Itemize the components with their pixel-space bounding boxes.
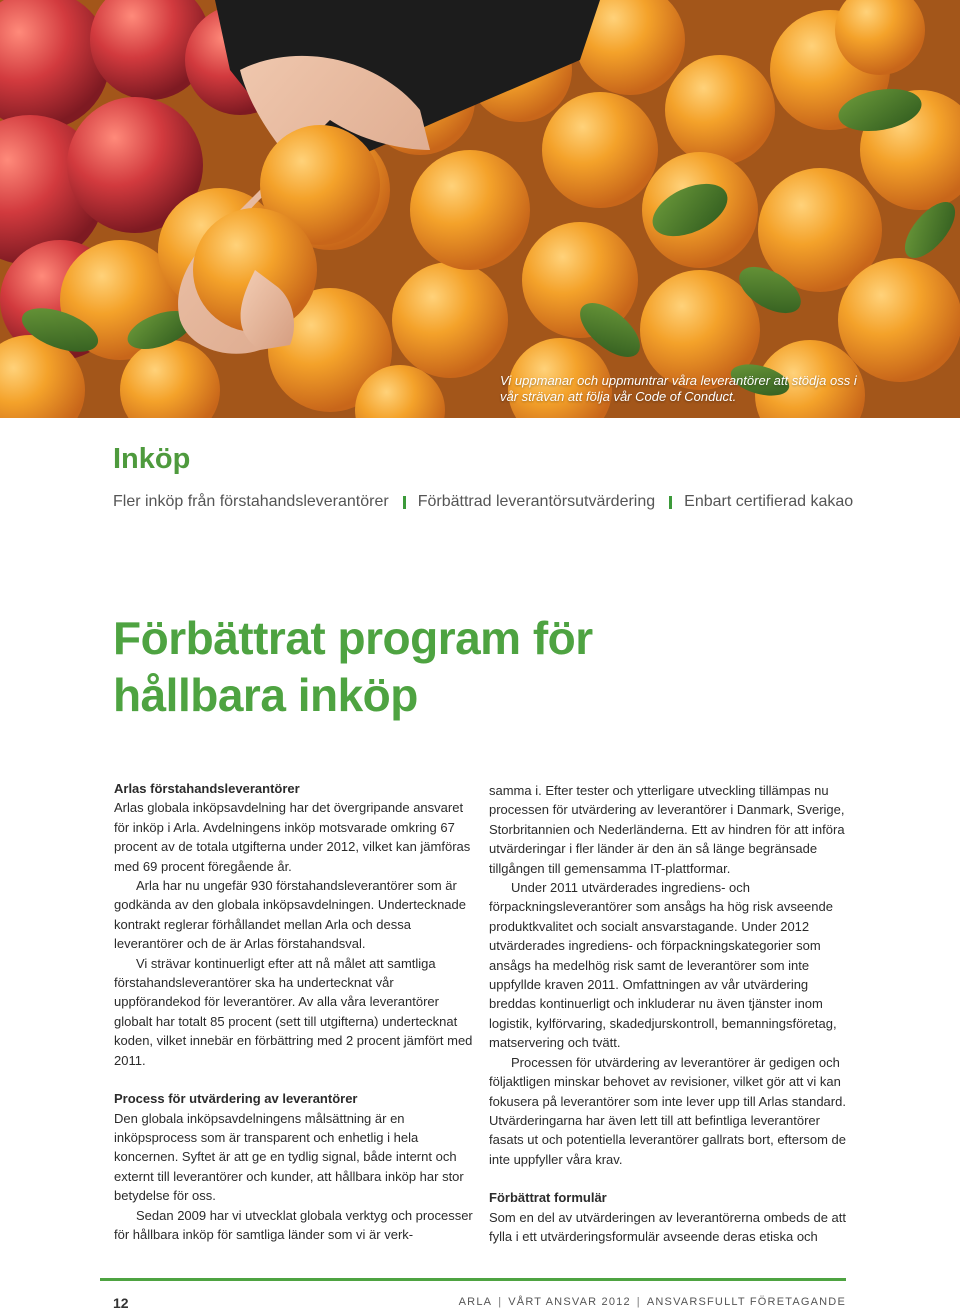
paragraph: Vi strävar kontinuerligt efter att nå målet att samtliga förstahandsleverantörer ska ha undertecknat vår uppförandekod för leverantörer. Av alla våra leverantörer globalt har totalt 85 procent (sett till utgifterna) undertecknat koden, vilket innebär en förbättring med 2 procent jämfört med 2011. (114, 955, 473, 1068)
subtopic-item: Enbart certifierad kakao (684, 493, 854, 510)
left-column (114, 779, 474, 1244)
subtopic-list (113, 491, 853, 513)
page-headline (113, 610, 593, 724)
subtopic-item: Förbättrad leverantörsutvärdering (417, 493, 656, 510)
paragraph: Arlas globala inköpsavdelning har det övergripande ansvaret för inköp i Arla. Avdelningens inköp motsvarade omkring 67 procent av de totala utgifterna under 2012, vilket kan jämföras med 69 procent föregående år. (114, 800, 471, 874)
paragraph: Som en del av utvärderingen av leverantörerna ombeds de att fylla i ett utvärderingsformulär avseende deras etiska och (489, 1209, 846, 1244)
hero-photo (0, 0, 960, 418)
subtopic-item: Fler inköp från förstahandsleverantörer (113, 493, 389, 510)
subheading: Process för utvärdering av leverantörer (114, 1091, 358, 1107)
footer-rule (100, 1278, 846, 1281)
footer-divider: | (498, 1296, 503, 1308)
separator-bar (403, 496, 406, 509)
footer-report-title: VÅRT ANSVAR 2012 (508, 1296, 631, 1308)
paragraph: Den globala inköpsavdelningens målsättning är en inköpsprocess som är transparent och enhetlig i hela koncernen. Syftet är att ge en tydlig signal, både internt och externt till leverantörer och kunder, att hållbara inköp har stor betydelse för oss. (114, 1110, 464, 1204)
footer-section: ANSVARSFULLT FÖRETAGANDE (646, 1296, 846, 1308)
headline-line-2: hållbara inköp (113, 669, 418, 721)
paragraph: Under 2011 utvärderades ingrediens- och förpackningsleverantörer som ansågs ha hög risk avseende produktkvalitet och socialt ansvarstagande. Under 2012 utvärderades ingrediens- och förpackningskategorier som ansågs ha medelhög risk samt de leverantörer som inte uppfyllde kraven 2011. Omfattningen av vår utvärdering breddas kontinuerligt och inkluderar nu även tjänster inom logistik, kylförvaring, skadedjurskontroll, bemanningsföretag, matservering och tvätt. (489, 880, 837, 1051)
running-footer (459, 1296, 846, 1308)
section-title: Inköp (113, 443, 191, 475)
footer-publisher: ARLA (458, 1296, 493, 1308)
oranges-illustration (0, 0, 960, 418)
paragraph: samma i. Efter tester och ytterligare utveckling tillämpas nu processen för utvärdering av leverantörer i Danmark, Sverige, Storbritannien och Nederländerna. Ett av hindren för att införa utvärderingar i fler länder är den än så länge begränsade tillgången till gemensamma IT-plattformar. (489, 783, 845, 876)
separator-bar (669, 496, 672, 509)
paragraph: Sedan 2009 har vi utvecklat globala verktyg och processer för hållbara inköp för samtliga länder som vi är verk- (114, 1207, 473, 1242)
subheading: Arlas förstahandsleverantörer (114, 781, 300, 796)
right-column (489, 781, 849, 1246)
paragraph: Arla har nu ungefär 930 förstahandsleverantörer som är godkända av den globala inköpsavdelningen. Undertecknade kontrakt reglerar förhållandet mellan Arla och dessa leverantörer och de är Arlas förstahandsval. (114, 878, 466, 952)
footer-divider: | (636, 1296, 641, 1308)
subheading: Förbättrat formulär (489, 1190, 607, 1206)
photo-caption: Vi uppmanar och uppmuntrar våra leverantörer att stödja oss i vår strävan att följa vår Code of Conduct. (500, 373, 857, 404)
paragraph: Processen för utvärdering av leverantörer är gedigen och följaktligen minskar behovet av revisioner, vilket gör att vi kan fokusera på leverantörer som inte lever upp till Arlas standard. Utvärderingarna har även lett till att befintliga leverantörer fasats ut och potentiella leverantörer gallrats bort, eftersom de inte uppfyller våra krav. (489, 1054, 846, 1167)
page-number: 12 (113, 1295, 129, 1311)
headline-line-1: Förbättrat program för (113, 612, 593, 664)
